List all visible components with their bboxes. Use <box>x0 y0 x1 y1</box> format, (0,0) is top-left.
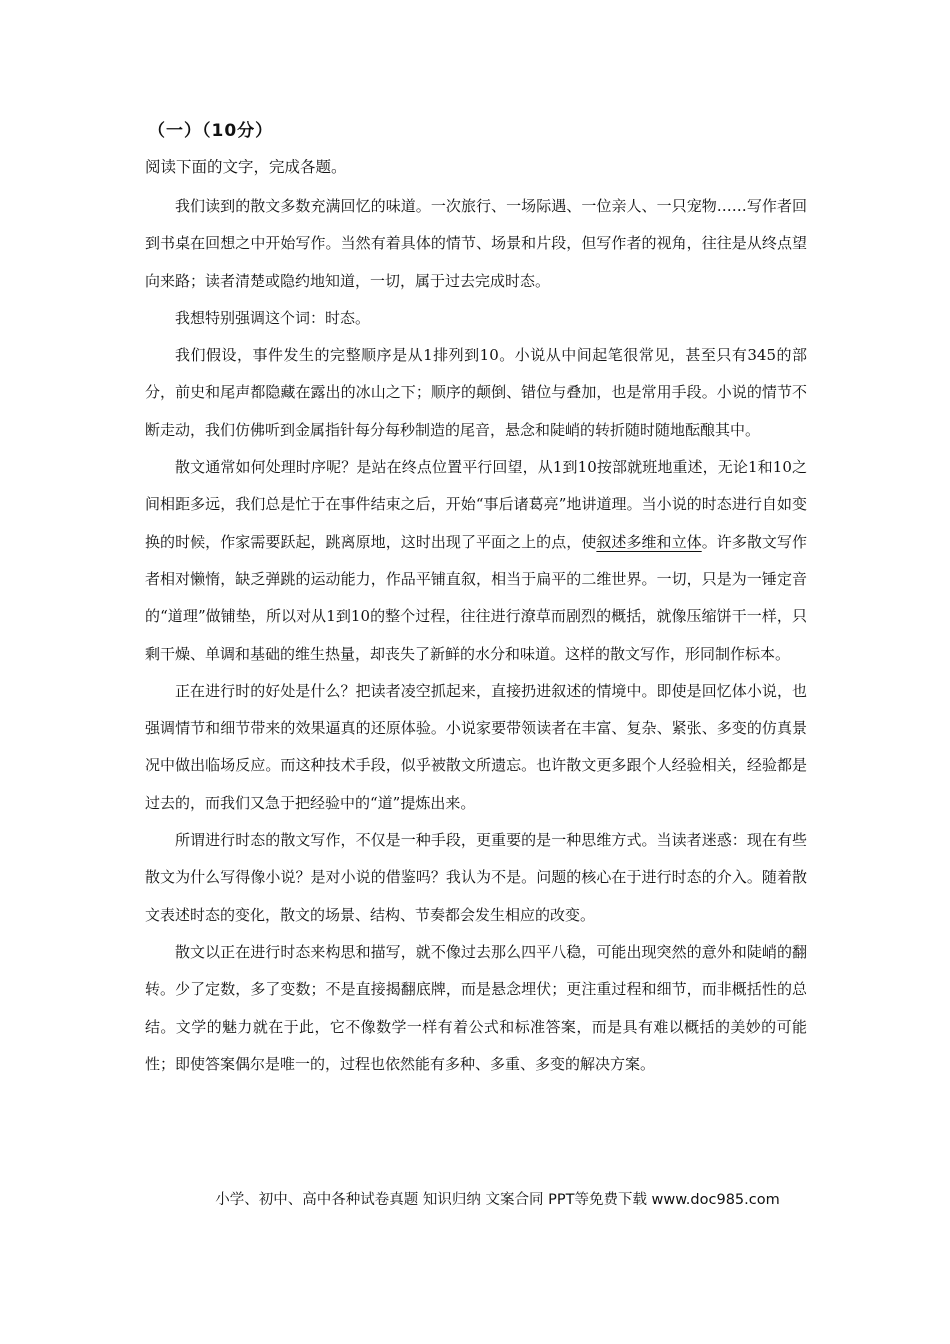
paragraph-4-after: 。许多散文写作者相对懒惰，缺乏弹跳的运动能力，作品平铺直叙，相当于扁平的二维世界。一切，只是为一锤定音的“道理”做铺垫，所以对从1到10的整个过程，往往进行潦草而剧烈的概括，就像压缩饼干一样，只剩干燥、单调和基础的维生热量，却丧失了新鲜的水分和味道。这样的散文写作，形同制作标本。 <box>145 532 807 663</box>
underlined-phrase: 叙述多维和立体 <box>596 532 702 551</box>
paragraph-6: 所谓进行时态的散文写作，不仅是一种手段，更重要的是一种思维方式。当读者迷惑：现在有些散文为什么写得像小说？是对小说的借鉴吗？我认为不是。问题的核心在于进行时态的介入。随着散文表述时态的变化，散文的场景、结构、节奏都会发生相应的改变。 <box>145 831 807 924</box>
reading-instruction: 阅读下面的文字，完成各题。 <box>145 158 347 176</box>
paragraph-3: 我们假设，事件发生的完整顺序是从1排列到10。小说从中间起笔很常见，甚至只有345的部分，前史和尾声都隐藏在露出的冰山之下；顺序的颠倒、错位与叠加，也是常用手段。小说的情节不断走动，我们仿佛听到金属指针每分每秒制造的尾音，悬念和陡峭的转折随时随地酝酿其中。 <box>145 346 807 439</box>
section-title: （一）（10分） <box>148 121 274 141</box>
paragraph-2: 我想特别强调这个词：时态。 <box>175 308 371 327</box>
paragraph-1: 我们读到的散文多数充满回忆的味道。一次旅行、一场际遇、一位亲人、一只宠物……写作者回到书桌在回想之中开始写作。当然有着具体的情节、场景和片段，但写作者的视角，往往是从终点望向来路；读者清楚或隐约地知道，一切，属于过去完成时态。 <box>145 197 807 290</box>
footer-download-note: 小学、初中、高中各种试卷真题 知识归纳 文案合同 PPT等免费下载 www.doc985.com <box>215 1192 780 1208</box>
paragraph-4 <box>145 449 807 673</box>
paragraph-4-before: 散文通常如何处理时序呢？是站在终点位置平行回望，从1到10按部就班地重述，无论1和10之间相距多远，我们总是忙于在事件结束之后，开始“事后诸葛亮”地讲道理。当小说的时态进行自如变换的时候，作家需要跃起，跳离原地，这时出现了平面之上的点，使 <box>145 458 807 551</box>
paragraph-7: 散文以正在进行时态来构思和描写，就不像过去那么四平八稳，可能出现突然的意外和陡峭的翻转。少了定数，多了变数；不是直接揭翻底牌，而是悬念埋伏；更注重过程和细节，而非概括性的总结。文学的魅力就在于此，它不像数学一样有着公式和标准答案，而是具有难以概括的美妙的可能性；即使答案偶尔是唯一的，过程也依然能有多种、多重、多变的解决方案。 <box>145 942 807 1073</box>
paragraph-5: 正在进行时的好处是什么？把读者凌空抓起来，直接扔进叙述的情境中。即使是回忆体小说，也强调情节和细节带来的效果逼真的还原体验。小说家要带领读者在丰富、复杂、紧张、多变的仿真景况中做出临场反应。而这种技术手段，似乎被散文所遗忘。也许散文更多跟个人经验相关，经验都是过去的，而我们又急于把经验中的“道”提炼出来。 <box>145 681 807 812</box>
article-body <box>145 188 807 1083</box>
